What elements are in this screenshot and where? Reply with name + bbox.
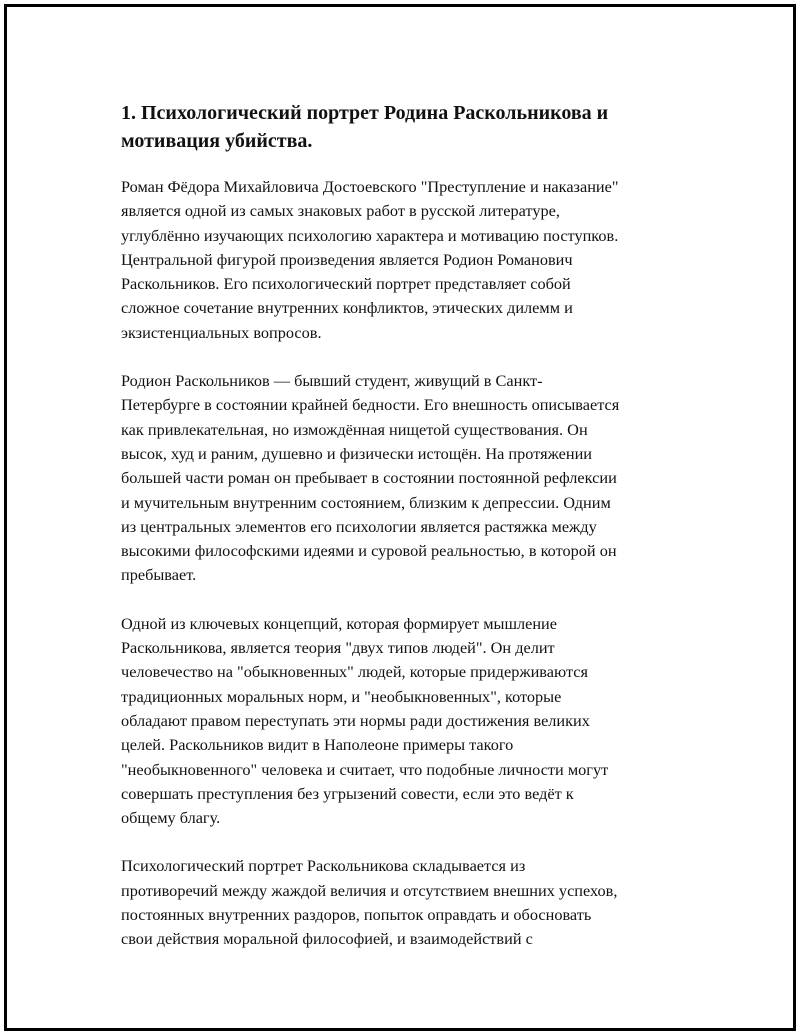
paragraph-line: Раскольников. Его психологический портрет представляет собой bbox=[121, 274, 571, 294]
paragraph-line: Раскольникова, является теория "двух типов людей". Он делит bbox=[121, 638, 555, 658]
paragraph-line: Петербурге в состоянии крайней бедности. Его внешность описывается bbox=[121, 395, 620, 415]
paragraph-line: Родион Раскольников — бывший студент, живущий в Санкт- bbox=[121, 371, 543, 391]
paragraph-line: свои действия моральной философией, и взаимодействий с bbox=[121, 929, 533, 949]
paragraph-line: обладают правом переступать эти нормы ради достижения великих bbox=[121, 710, 590, 730]
paragraph-2 bbox=[121, 369, 701, 588]
paragraph-line: и мучительным внутренним состоянием, близким к депрессии. Одним bbox=[121, 492, 611, 512]
paragraph-line: Роман Фёдора Михайловича Достоевского "Преступление и наказание" bbox=[121, 177, 619, 196]
paragraph-line: большей части роман он пребывает в состоянии постоянной рефлексии bbox=[121, 468, 617, 488]
paragraph-line: сложное сочетание внутренних конфликтов, этических дилемм и bbox=[121, 298, 573, 318]
paragraph-line: Одной из ключевых концепций, которая формирует мышление bbox=[121, 613, 557, 633]
paragraph-line: постоянных внутренних раздоров, попыток оправдать и обосновать bbox=[121, 905, 592, 925]
paragraph-line: противоречий между жаждой величия и отсутствием внешних успехов, bbox=[121, 880, 618, 900]
paragraph-line: целей. Раскольников видит в Наполеоне примеры такого bbox=[121, 735, 514, 755]
paragraph-line: "необыкновенного" человека и считает, что подобные личности могут bbox=[121, 759, 609, 779]
heading-line: 1. Психологический портрет Родина Раскольникова и bbox=[121, 102, 609, 124]
document-body bbox=[121, 99, 701, 976]
paragraph-line: высокими философскими идеями и суровой реальностью, в которой он bbox=[121, 541, 617, 561]
paragraph-line: из центральных элементов его психологии является растяжка между bbox=[121, 516, 597, 536]
paragraph-line: человечество на "обыкновенных" людей, которые придерживаются bbox=[121, 662, 588, 682]
paragraph-3 bbox=[121, 612, 701, 831]
paragraph-line: экзистенциальных вопросов. bbox=[121, 322, 322, 342]
paragraph-line: является одной из самых знаковых работ в русской литературе, bbox=[121, 201, 560, 221]
paragraph-line: высок, худ и раним, душевно и физически истощён. На протяжении bbox=[121, 443, 593, 463]
paragraph-line: как привлекательная, но измождённая нищетой существования. Он bbox=[121, 419, 588, 439]
heading-line: мотивация убийства. bbox=[121, 130, 313, 152]
section-heading bbox=[121, 99, 701, 155]
paragraph-line: углублённо изучающих психологию характера и мотивацию поступков. bbox=[121, 225, 619, 245]
page-frame bbox=[4, 4, 796, 1031]
paragraph-1 bbox=[121, 175, 701, 345]
paragraph-line: пребывает. bbox=[121, 565, 197, 585]
paragraph-line: совершать преступления без угрызений совести, если это ведёт к bbox=[121, 783, 574, 803]
paragraph-line: Психологический портрет Раскольникова складывается из bbox=[121, 856, 526, 876]
paragraph-line: Центральной фигурой произведения является Родион Романович bbox=[121, 249, 573, 269]
paragraph-line: общему благу. bbox=[121, 808, 221, 828]
paragraph-4 bbox=[121, 854, 701, 951]
paragraph-line: традиционных моральных норм, и "необыкновенных", которые bbox=[121, 686, 562, 706]
